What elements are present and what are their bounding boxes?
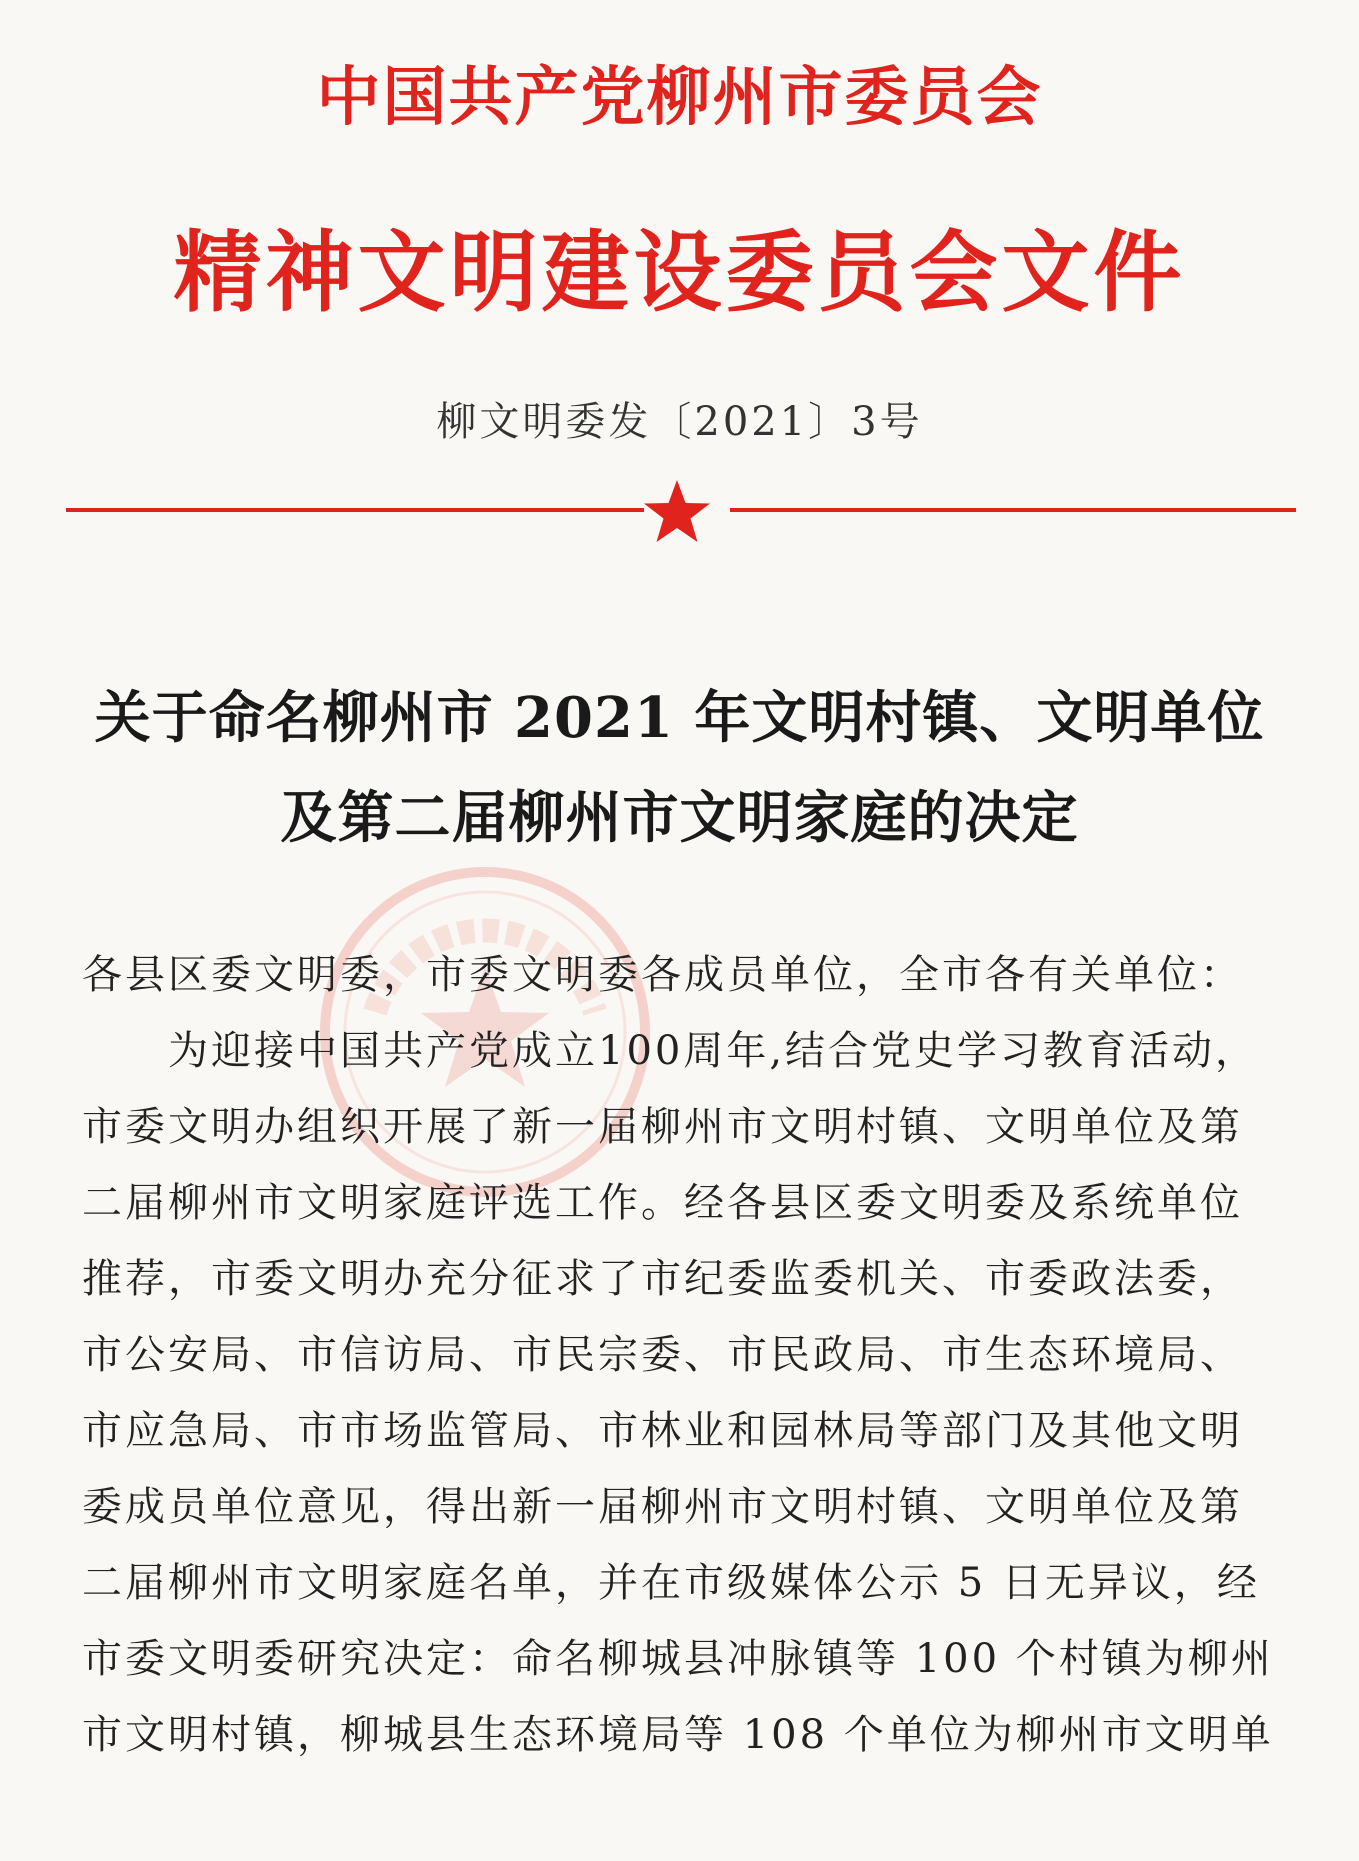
document-title: [0, 668, 1359, 868]
red-star-icon: [642, 478, 712, 544]
document-type-heading: 精神文明建设委员会文件: [173, 220, 1186, 324]
body-line: 推荐，市委文明办充分征求了市纪委监委机关、市委政法委，: [82, 1256, 1243, 1302]
body-line: 为迎接中国共产党成立100周年,结合党史学习教育活动，: [82, 1028, 1259, 1074]
red-divider-left: [66, 508, 644, 512]
document-number: 柳文明委发〔2021〕3号: [436, 399, 923, 445]
body-line: 市委文明委研究决定：命名柳城县冲脉镇等 100 个村镇为柳州: [82, 1636, 1274, 1682]
body-line: 市应急局、市市场监管局、市林业和园林局等部门及其他文明: [82, 1408, 1243, 1454]
document-title-line2: 及第二届柳州市文明家庭的决定: [280, 785, 1079, 851]
body-line: 委成员单位意见，得出新一届柳州市文明村镇、文明单位及第: [82, 1484, 1243, 1530]
body-line-salutation: 各县区委文明委，市委文明委各成员单位，全市各有关单位：: [82, 952, 1243, 998]
document-title-line1: 关于命名柳州市 2021 年文明村镇、文明单位: [94, 685, 1265, 751]
body-line: 二届柳州市文明家庭评选工作。经各县区委文明委及系统单位: [82, 1180, 1243, 1226]
red-divider-right: [730, 508, 1296, 512]
body-line: 二届柳州市文明家庭名单，并在市级媒体公示 5 日无异议，经: [82, 1560, 1260, 1606]
body-line: 市委文明办组织开展了新一届柳州市文明村镇、文明单位及第: [82, 1104, 1243, 1150]
body-line: 市公安局、市信访局、市民宗委、市民政局、市生态环境局、: [82, 1332, 1243, 1378]
issuing-organization: 中国共产党柳州市委员会: [316, 60, 1043, 135]
body-line: 市文明村镇，柳城县生态环境局等 108 个单位为柳州市文明单: [82, 1712, 1274, 1758]
